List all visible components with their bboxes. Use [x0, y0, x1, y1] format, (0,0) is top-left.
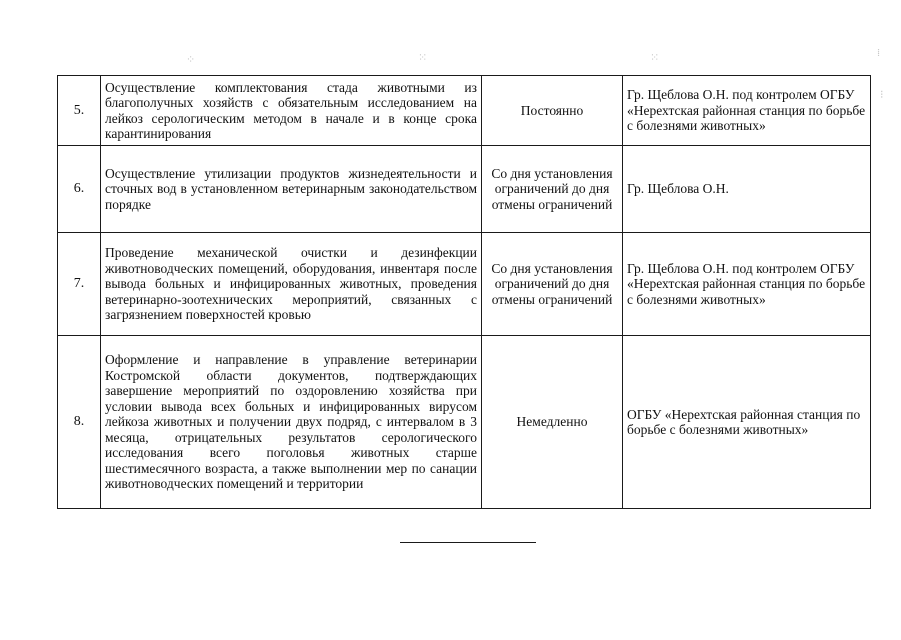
measure-text: Осуществление утилизации продуктов жизнедеятельности и сточных вод в установленном ветеринарным законодательством порядке: [101, 146, 482, 233]
table-row: [58, 233, 871, 336]
scan-speck: ⁝: [880, 89, 883, 101]
row-number: 8.: [58, 336, 101, 509]
row-number: 5.: [58, 76, 101, 146]
period-text: Постоянно: [482, 76, 623, 146]
table-row: [58, 76, 871, 146]
measure-text: Проведение механической очистки и дезинфекции животноводческих помещений, оборудования, инвентаря после вывода больных и инфицированных животных, проведения ветеринарно-зоотехнических мероприятий, связанных с загрязнением поверхностей кровью: [101, 233, 482, 336]
period-text: Со дня установления ограничений до дня отмены ограничений: [482, 233, 623, 336]
row-number: 7.: [58, 233, 101, 336]
measures-table: [57, 75, 871, 509]
scan-speck: ⁙: [650, 52, 659, 64]
responsible-text: Гр. Щеблова О.Н. под контролем ОГБУ «Нерехтская районная станция по борьбе с болезнями животных»: [623, 233, 871, 336]
measure-text: Оформление и направление в управление ветеринарии Костромской области документов, подтверждающих завершение мероприятий по оздоровлению хозяйства при условии вывода всех больных и инфицированных вирусом лейкоза животных и получении двух подряд, с интервалом в 3 месяца, отрицательных результатов серологического исследования всего поголовья животных старше шестимесячного возраста, а также выполнении мер по санации животноводческих помещений и территории: [101, 336, 482, 509]
responsible-text: ОГБУ «Нерехтская районная станция по борьбе с болезнями животных»: [623, 336, 871, 509]
period-text: Со дня установления ограничений до дня отмены ограничений: [482, 146, 623, 233]
end-of-document-line: [400, 542, 536, 543]
scan-speck: ⁘: [186, 54, 195, 66]
row-number: 6.: [58, 146, 101, 233]
table-row: [58, 146, 871, 233]
table-row: [58, 336, 871, 509]
responsible-text: Гр. Щеблова О.Н.: [623, 146, 871, 233]
scan-speck: ⁞: [877, 47, 880, 59]
period-text: Немедленно: [482, 336, 623, 509]
responsible-text: Гр. Щеблова О.Н. под контролем ОГБУ «Нерехтская районная станция по борьбе с болезнями животных»: [623, 76, 871, 146]
scan-speck: ⁙: [418, 52, 427, 64]
measure-text: Осуществление комплектования стада животными из благополучных хозяйств с обязательным исследованием на лейкоз серологическим методом в начале и в конце срока карантинирования: [101, 76, 482, 146]
